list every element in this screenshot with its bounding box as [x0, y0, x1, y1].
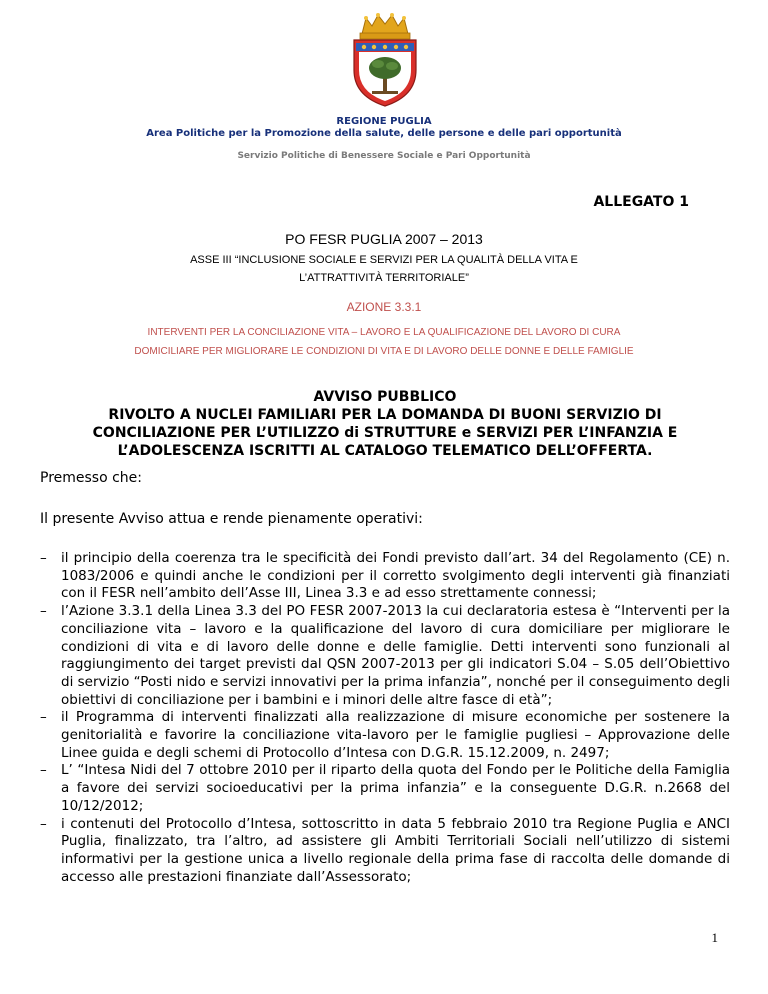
list-item: – i contenuti del Protocollo d’Intesa, sottoscritto in data 5 febbraio 2010 tra Regione Puglia e ANCI Puglia, finalizzato, tra l’altro, ad assistere gli Ambiti Territoriali Sociali nell’utilizzo di sistemi informativi per la gestione unica a livello regionale della prima fase di raccolta delle domande di accesso alle prestazioni finanziate dall’Assessorato; — [40, 815, 730, 885]
notice-line2: RIVOLTO A NUCLEI FAMILIARI PER LA DOMANDA DI BUONI SERVIZIO DI — [108, 407, 662, 423]
list-item-text: il Programma di interventi finalizzati alla realizzazione di misure economiche per sostenere la genitorialità e favorire la conciliazione vita-lavoro per le famiglie pugliesi – Approvazione delle Linee guida e degli schemi di Protocollo d’Intesa con D.G.R. 15.12.2009, n. 2497; — [61, 709, 730, 761]
public-notice-title — [40, 388, 730, 460]
list-item: – L’ “Intesa Nidi del 7 ottobre 2010 per il riparto della quota del Fondo per le Politiche della Famiglia a favore dei servizi socioeducativi per la prima infanzia” e la conseguente D.G.R. n.2668 del 10/12/2012; — [40, 762, 730, 814]
regione-puglia-emblem-icon — [348, 12, 422, 108]
notice-line3: CONCILIAZIONE PER L’UTILIZZO di STRUTTURE e SERVIZI PER L’INFANZIA E — [92, 425, 678, 441]
list-item: – il Programma di interventi finalizzati alla realizzazione di misure economiche per sostenere la genitorialità e favorire la conciliazione vita-lavoro per le famiglie pugliesi – Approvazione delle Linee guida e degli schemi di Protocollo d’Intesa con D.G.R. 15.12.2009, n. 2497; — [40, 709, 730, 761]
region-name: REGIONE PUGLIA — [336, 116, 432, 127]
list-item-text: i contenuti del Protocollo d’Intesa, sottoscritto in data 5 febbraio 2010 tra Regione Puglia e ANCI Puglia, finalizzato, tra l’altro, ad assistere gli Ambiti Territoriali Sociali nell’utilizzo di sistemi informativi per la gestione unica a livello regionale della prima fase di raccolta delle domande di accesso alle prestazioni finanziate dall’Assessorato; — [61, 815, 730, 885]
department-area: Area Politiche per la Promozione della salute, delle persone e delle pari opportunità — [146, 128, 622, 139]
notice-line1: AVVISO PUBBLICO — [313, 389, 457, 405]
list-item-text: il principio della coerenza tra le specificità dei Fondi previsto dall’art. 34 del Regolamento (CE) n. 1083/2006 e quindi anche le condizioni per il corretto svolgimento degli interventi già finanziati con il FESR nell’ambito dell’Asse III, Linea 3.3 e ad esso strettamente connessi; — [61, 550, 730, 602]
service-name: Servizio Politiche di Benessere Sociale e Pari Opportunità — [237, 151, 531, 161]
page-number: 1 — [711, 930, 718, 945]
list-item: – il principio della coerenza tra le specificità dei Fondi previsto dall’art. 34 del Regolamento (CE) n. 1083/2006 e quindi anche le condizioni per il corretto svolgimento degli interventi già finanziati con il FESR nell’ambito dell’Asse III, Linea 3.3 e ad esso strettamente connessi; — [40, 550, 730, 602]
interventions-line1: INTERVENTI PER LA CONCILIAZIONE VITA – LAVORO E LA QUALIFICAZIONE DEL LAVORO DI CURA — [147, 327, 621, 338]
list-item-text: L’ “Intesa Nidi del 7 ottobre 2010 per il riparto della quota del Fondo per le Politiche della Famiglia a favore dei servizi socioeducativi per la prima infanzia” e la conseguente D.G.R. n.2668 del 10/12/2012; — [61, 762, 730, 814]
list-item: – l’Azione 3.3.1 della Linea 3.3 del PO FESR 2007-2013 la cui declaratoria estesa è “Interventi per la conciliazione vita – lavoro e la qualificazione del lavoro di cura domiciliare per migliorare le condizioni di vita e di lavoro delle donne e delle famiglie. Detti interventi sono funzionali al raggiungimento dei target previsti dal QSN 2007-2013 per gli indicatori S.04 – S.05 dell’Obiettivo di servizio “Posti nido e servizi innovativi per la prima infanzia”, nonché per il conseguimento degli obiettivi di conciliazione per i bambini e i minori delle altre fasce di età”; — [40, 603, 730, 708]
axis-title-line1: ASSE III “INCLUSIONE SOCIALE E SERVIZI PER LA QUALITÀ DELLA VITA E — [190, 254, 578, 266]
premises-list — [40, 550, 730, 886]
intro-paragraph: Il presente Avviso attua e rende pienamente operativi: — [40, 511, 423, 527]
notice-line4: L’ADOLESCENZA ISCRITTI AL CATALOGO TELEMATICO DELL’OFFERTA. — [117, 443, 653, 459]
axis-title-line2: L’ATTRATTIVITÀ TERRITORIALE” — [299, 272, 469, 284]
list-item-text: l’Azione 3.3.1 della Linea 3.3 del PO FESR 2007-2013 la cui declaratoria estesa è “Interventi per la conciliazione vita – lavoro e la qualificazione del lavoro di cura domiciliare per migliorare le condizioni di vita e di lavoro delle donne e delle famiglie. Detti interventi sono funzionali al raggiungimento dei target previsti dal QSN 2007-2013 per gli indicatori S.04 – S.05 dell’Obiettivo di servizio “Posti nido e servizi innovativi per la prima infanzia”, nonché per il conseguimento degli obiettivi di conciliazione per i bambini e i minori delle altre fasce di età”; — [61, 603, 730, 708]
premesso-paragraph: Premesso che: — [40, 470, 143, 486]
attachment-label: ALLEGATO 1 — [593, 194, 689, 210]
program-title: PO FESR PUGLIA 2007 – 2013 — [285, 231, 483, 247]
interventions-line2: DOMICILIARE PER MIGLIORARE LE CONDIZIONI DI VITA E DI LAVORO DELLE DONNE E DELLE FAMIGLIE — [134, 346, 634, 357]
action-title: AZIONE 3.3.1 — [346, 300, 422, 314]
